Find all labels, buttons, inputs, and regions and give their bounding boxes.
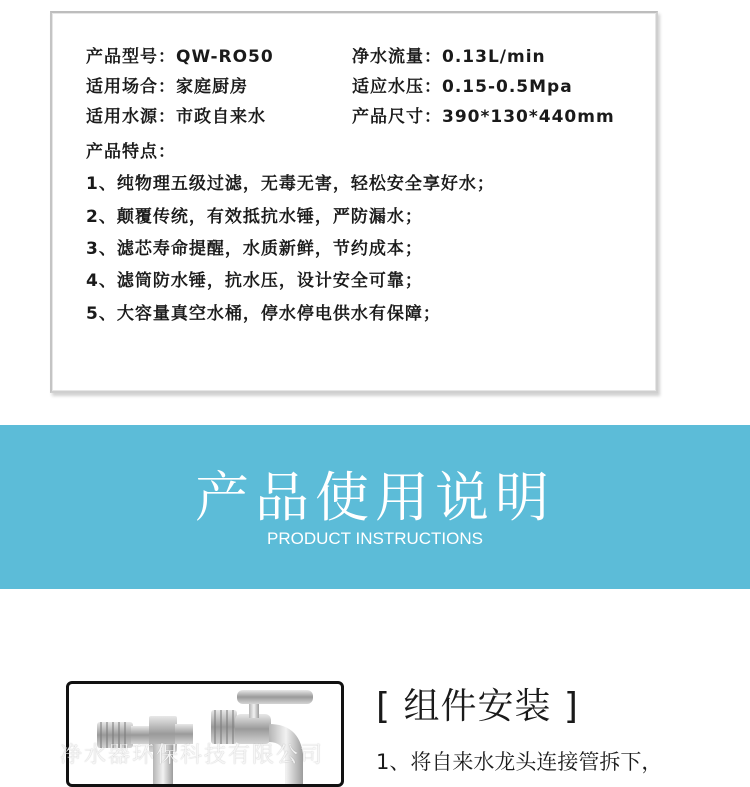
company-watermark: 净水器环保科技有限公司: [60, 743, 325, 768]
instructions-banner: [0, 425, 750, 589]
spec-panel: [50, 11, 658, 393]
feature-item: 1、纯物理五级过滤，无毒无害，轻松安全享好水；: [86, 174, 495, 194]
spec-occasion: 适用场合：家庭厨房: [86, 77, 248, 97]
feature-item: 3、滤芯寿命提醒，水质新鲜，节约成本；: [86, 239, 423, 259]
faucet-icon: [211, 690, 313, 784]
features-title: 产品特点：: [86, 142, 176, 162]
feature-item: 2、颠覆传统，有效抵抗水锤，严防漏水；: [86, 207, 423, 227]
banner-subtitle: PRODUCT INSTRUCTIONS: [267, 529, 483, 548]
spec-flow: 净水流量：0.13L/min: [352, 47, 546, 67]
assembly-step-1: 1、将自来水龙头连接管拆下，: [376, 750, 663, 774]
banner-title: 产品使用说明: [195, 466, 555, 529]
assembly-heading: [ 组件安装 ]: [376, 686, 579, 727]
faucet-photo: [66, 681, 344, 787]
spec-source: 适用水源：市政自来水: [86, 107, 266, 127]
faucet-illustration: [69, 684, 341, 784]
feature-item: 4、滤筒防水锤，抗水压，设计安全可靠；: [86, 271, 423, 291]
spec-pressure: 适应水压：0.15-0.5Mpa: [352, 77, 573, 97]
spec-model: 产品型号：QW-RO50: [86, 47, 274, 67]
feature-item: 5、大容量真空水桶，停水停电供水有保障；: [86, 304, 441, 324]
spec-size: 产品尺寸：390*130*440mm: [352, 107, 615, 127]
